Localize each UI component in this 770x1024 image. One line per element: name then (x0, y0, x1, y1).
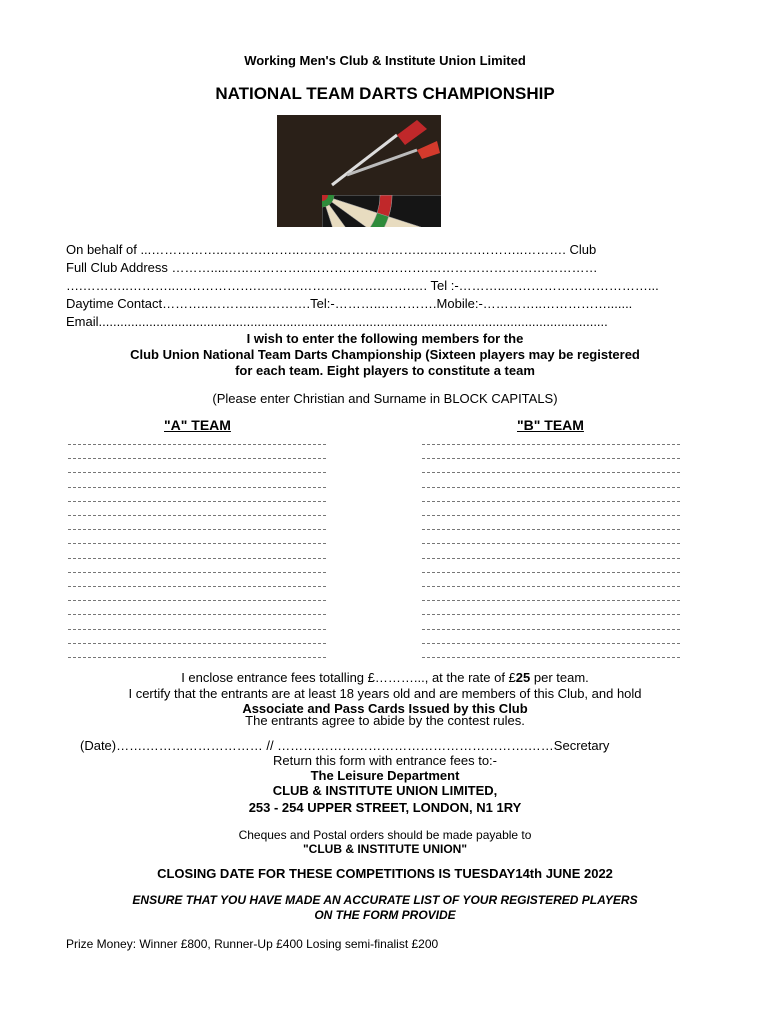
team-a-player-line[interactable] (68, 586, 326, 587)
team-a-player-line[interactable] (68, 558, 326, 559)
email-field[interactable]: Email............................................................................................................................................. (66, 314, 608, 329)
team-b-player-line[interactable] (422, 501, 680, 502)
union-name: CLUB & INSTITUTE UNION LIMITED, (272, 783, 498, 798)
intro-line-3: for each team. Eight players to constitute a team (235, 363, 535, 378)
payee-name: "CLUB & INSTITUTE UNION" (302, 842, 468, 856)
daytime-contact-field[interactable]: Daytime Contact………..………..………….Tel:-………..………….Mobile:-…………..……………....... (66, 296, 633, 311)
address-tel-field[interactable]: ….………..………..……………….……….……………….…….…. Tel :-………..……………………………... (66, 278, 659, 293)
team-b-player-line[interactable] (422, 558, 680, 559)
team-a-player-line[interactable] (68, 572, 326, 573)
org-name: Working Men's Club & Institute Union Limited (244, 53, 526, 68)
team-b-player-line[interactable] (422, 657, 680, 658)
return-line: Return this form with entrance fees to:- (273, 753, 497, 768)
team-b-player-line[interactable] (422, 487, 680, 488)
club-name-field[interactable]: On behalf of ...……………..……….……..………………………..…...…….………..………. Club (66, 242, 597, 257)
team-b-heading: "B" TEAM (517, 417, 584, 433)
rules-line: The entrants agree to abide by the contest rules. (245, 713, 525, 728)
closing-date: CLOSING DATE FOR THESE COMPETITIONS IS TUESDAY14th JUNE 2022 (157, 866, 613, 881)
team-b-player-line[interactable] (422, 614, 680, 615)
team-b-player-line[interactable] (422, 543, 680, 544)
team-a-player-line[interactable] (68, 629, 326, 630)
fees-text-end: per team. (530, 670, 589, 685)
prize-money: Prize Money: Winner £800, Runner-Up £400 Losing semi-finalist £200 (66, 937, 439, 951)
team-b-player-line[interactable] (422, 472, 680, 473)
team-b-player-line[interactable] (422, 444, 680, 445)
team-a-player-line[interactable] (68, 529, 326, 530)
team-b-player-line[interactable] (422, 529, 680, 530)
team-a-player-line[interactable] (68, 657, 326, 658)
intro-line-1: I wish to enter the following members for the (246, 331, 524, 346)
team-a-player-line[interactable] (68, 614, 326, 615)
team-a-player-line[interactable] (68, 458, 326, 459)
ensure-line-2: ON THE FORM PROVIDE (314, 908, 456, 922)
certify-line: I certify that the entrants are at least 18 years old and are members of this Club, and hold (128, 686, 642, 701)
intro-line-2: Club Union National Team Darts Championship (Sixteen players may be registered (130, 347, 640, 362)
team-a-player-line[interactable] (68, 444, 326, 445)
union-address: 253 - 254 UPPER STREET, LONDON, N1 1RY (248, 800, 522, 815)
team-a-player-line[interactable] (68, 515, 326, 516)
team-a-player-line[interactable] (68, 472, 326, 473)
leisure-dept: The Leisure Department (310, 768, 460, 783)
team-a-player-line[interactable] (68, 487, 326, 488)
block-capitals-note: (Please enter Christian and Surname in BLOCK CAPITALS) (212, 391, 558, 406)
team-a-player-line[interactable] (68, 543, 326, 544)
team-b-player-line[interactable] (422, 586, 680, 587)
ensure-line-1: ENSURE THAT YOU HAVE MADE AN ACCURATE LIST OF YOUR REGISTERED PLAYERS (132, 893, 638, 907)
team-b-player-line[interactable] (422, 629, 680, 630)
fee-rate: 25 (515, 670, 531, 685)
club-address-field[interactable]: Full Club Address ……….....…..…………..……………………….………………………………… (66, 260, 598, 275)
team-a-player-line[interactable] (68, 501, 326, 502)
team-a-player-line[interactable] (68, 643, 326, 644)
payment-note: Cheques and Postal orders should be made payable to (238, 828, 532, 842)
page-title: NATIONAL TEAM DARTS CHAMPIONSHIP (215, 84, 555, 103)
dartboard-photo-icon (277, 115, 441, 227)
team-b-player-line[interactable] (422, 458, 680, 459)
team-b-player-line[interactable] (422, 515, 680, 516)
team-a-player-line[interactable] (68, 600, 326, 601)
fees-text: I enclose entrance fees totalling £………..., at the rate of £ (181, 670, 516, 685)
team-b-player-line[interactable] (422, 643, 680, 644)
team-a-heading: "A" TEAM (164, 417, 231, 433)
team-b-player-line[interactable] (422, 600, 680, 601)
cards-line: Associate and Pass Cards Issued by this Club (242, 701, 528, 716)
date-secretary-field[interactable]: (Date)…….……………………… // ………………………………………………….……Secretary (80, 738, 610, 753)
team-b-player-line[interactable] (422, 572, 680, 573)
fees-line (0, 670, 770, 685)
